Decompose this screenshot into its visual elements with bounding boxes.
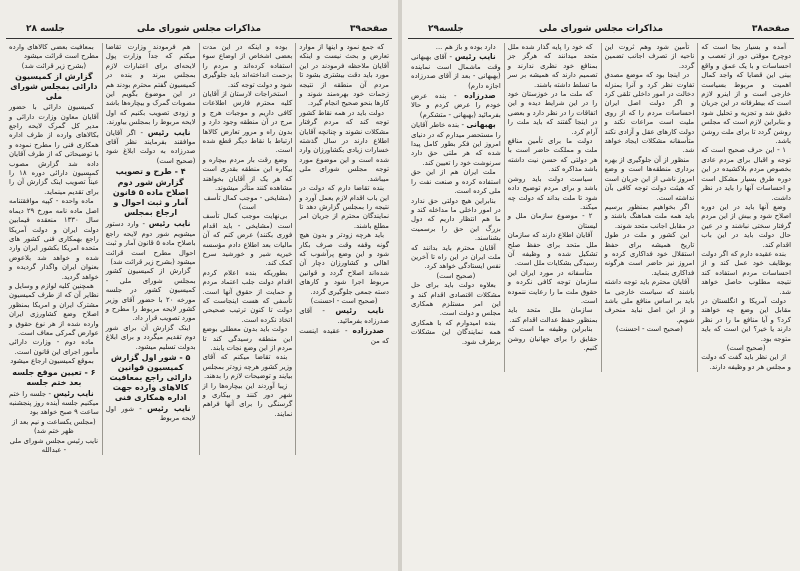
page-number: صفحه۳۹ [349,24,388,34]
left-page [0,0,398,571]
section-heading: گزارش شور دوم اصلاح ماده ۵ قانون آمار و ثبت احوال و ارجاع بمجلس [112,178,189,218]
parenthetical-note: (صحیح است - احسنت) [615,325,683,334]
paragraph: وضع آنها باید در این دوره اصلاح شود و بیش از این مردم گرفتار سختی نباشند و در عین حال دولت باید در این باب اقدام کند. [701,202,791,249]
paragraph: دولت باید در همه نقاط کشور توجه کند که مردم گرفتار مشکلات نشوند و چنانچه آقایان اطلاع دارند در سال گذشته خسارات زیادی بکشاورزان وارد شده است و این موضوع مورد توجه مجلس شورای ملی میباشد. [299,108,389,183]
paragraph: بعلاوه دولت باید برای حل مشکلات اقتصادی اقدام کند و این امر مستلزم همکاری مجلس و دولت است. [411,281,501,318]
speaker-name: نایب رئیس [148,219,191,229]
speech-text: - بنده عرض خودم را عرض کردم و حالا بفرمائید (بهبهانی - متشکرم) [411,92,501,119]
speaker-name: صدرزاده [464,91,496,101]
paragraph: آمده و بسیار بجا است که دوچرخ موقتی دور از تعصب و احساسات و با یک عمق و واقع بینی این قضایا که واجد کمال اهمیت و مربوط بسیاست خارجی است و از اینرو لازم است که بیطرفانه در این جریان دقیق شد و تجزیه و تحلیل شود و بنابراین لازم است که مجلس روشن گردد تا برای ملت روشن باشد. [701,43,791,146]
paragraph: در اینجا بود که موضع مصدق تفاوت نظر کرد و آنرا بمنزله دخالت در امور داخلی تلقی کرد و اگر دولت اصل ایران احساسات مردم را که از روی ملیت است مراعات نکند و دولت کارهای عقل و آزادی نکند متأسفانه مشکلات ایجاد خواهد شد. [604,71,695,155]
paragraph: این کشور و ملت در طول تاریخ همیشه برای حفظ استقلال خود فداکاری کرده و امروز نیز حاضر است هرگونه فداکاری بنماید. [604,231,695,277]
parenthetical-note: (مشایخی - موجب کمال تأسف است) [203,193,292,211]
paragraph: ماده دوم - وزارت دارائی مأمور اجرای این قانون است. [9,338,99,356]
page-header [408,24,794,39]
text-column [295,43,392,455]
speaker-paragraph [411,52,501,91]
speaker-paragraph [106,219,196,267]
right-page [402,0,800,571]
paragraph: همچنین کلیه لوازم و وسایل و نظایر آن که از طرف کمیسیون مشترک ایران و امریکا بمنظور اصلاح وضع کشاورزی ایران وارده شده از هر نوع حقوق و عوارض گمرکی معاف است. [9,281,99,337]
paragraph: بنابراین وظیفه ما است که حقایق را برای جهانیان روشن کنیم. [507,325,598,352]
page-number: صفحه۳۸ [751,24,790,34]
paragraph: آقایان محترم باید توجه داشته باشند که سیاست خارجی ما باید بر اساس منافع ملی باشد و از این اصل نباید منحرف شویم. [604,278,695,324]
speaker-paragraph [411,91,501,120]
paragraph: ۲ - موضوع سازمان ملل و لیستان [507,212,598,230]
paragraph: از این نظر باید گفت که دولت و مجلس هر دو وظیفه دارند. [701,353,791,371]
paragraph: ۱ - این حرف صحیح است که توجه و اقبال برای مردم عادی بخصوص مردم بلاکشیده در این دوره طرق بسیار مشکل است و احساسات آنها را باید در نظر داشت. [701,146,791,202]
paragraph: دولت باید بدون معطلی بوضع این منطقه رسیدگی کند تا مردم از این وضع نجات یابند. [202,325,293,352]
text-column [697,43,794,372]
speaker-paragraph [411,120,501,168]
paragraph: بنده امیدوارم که با همکاری همه نمایندگان این مشکلات برطرف شود. [411,318,501,346]
paragraph: که جمع نمود و اینها از موارد تعارض و بحث نیست و اینکه آقایان ملاحظه فرمودند در این مورد باید دقت بیشتری بشود تا مردم آن منطقه از نتیجه زحمات خود بهره‌مند شوند و کارها بنحو صحیح انجام گیرد. [299,43,389,108]
text-column [408,43,504,372]
paragraph: هم فرمودند وزارت تقاضا میکنم که جداً وزارت پول لایحه‌ای برای اعتبارات لازم بمجلس ببرند و بنده در کمیسیون گفتم محترم بودند هم در این موضوع بگویم این مصوبات گمرک و بیچاره‌ها باشد و زودی تصویب بکنیم که اول لایحه مربوط را بمجلس بیاورند. [105,43,196,127]
paragraph: وضع رقت بار مردم بیچاره و بیکاره این منطقه بقدری است که هر یک از آقایان بخواهند مشاهده کنند متأثر میشوند. [202,155,293,193]
session-number: جلسه۲۹ [428,24,464,34]
text-column [601,43,698,372]
paragraph: بی‌نهایت موجب کمال تأسف است (مشایخی - باید اقدام فوری بکنند) عرض کنم که آن مالیات بعد اطلاع دادم مؤسسه خیریه شیر و خورشید سرخ کمک کند. [202,212,293,268]
paragraph: تأمین شود وهم ثروت این ناحیه از تصرف اجانب تضمین گردد. [604,43,695,70]
paragraph: که خود را پایه گذار شده ملل متحد میدانند که هرگز جز بمنافع خود نظری ندارند و تصمیم دارند که همیشه بر سر ما تسلط داشته باشند. [507,43,598,89]
speech-text: - شور اول لایحه مربوط [105,404,196,423]
parenthetical-note: (مجلس یکساعت و نیم بعد از ظهر ختم شد) [12,417,96,436]
paragraph: منظور از آن جلوگیری از بهره برداری منطقه‌ها است و وضع امروز ناشی از این جریان است که هیئت دولت توجه کافی بآن نداشته است. [604,155,695,202]
parenthetical-note: نایب رئیس مجلس شورای ملی - عبدالله [9,436,99,455]
parenthetical-note: (بشرح زیر قرائت شد) [21,61,87,70]
speaker-name: صدرزاده [352,326,384,336]
parenthetical-note: (صحیح است) [436,271,476,280]
paragraph: اینک گزارش آن برای شور دوم تقدیم میگردد و برای ابلاغ بدولت تسلیم میشود. [105,323,196,351]
speaker-name: نایب رئیس [53,388,94,398]
paragraph: بنده عقیده دارم که اگر دولت بوظایف خود عمل کند و از احساسات مردم استفاده کند نتیجه مطلوب حاصل خواهد شد. [701,249,791,296]
paragraph: متأسفانه در مورد ایران این سازمان توجه کافی نکرده و حقوق ملت ما را رعایت ننموده است. [507,268,598,305]
publication-title: مذاکرات مجلس شورای ملی [136,24,262,34]
speech-text: - عقیده اینست که من [299,327,389,345]
speaker-paragraph [299,326,389,346]
paragraph: سازمان ملل متحد باید بمنظور حفظ عدالت اقدام کند. [507,306,598,324]
speaker-name: نایب رئیس [335,306,384,316]
section-heading: ۵ - شور اول گزارش کمیسیون قوانین دارائی راجع بمعافیت کالاهای وارده جهت اداره همکاری فنی [109,352,192,402]
text-column [102,43,199,455]
paragraph: آقایان اطلاع دارند که سازمان ملل متحد برای حفظ صلح تشکیل شده و وظیفه آن رسیدگی بشکایات ملل است. [507,231,598,268]
speaker-paragraph [299,306,389,326]
paragraph: بنده تقاضا دارم که دولت در این باب اقدام لازم بعمل آورد و نتیجه را بمجلس گزارش دهد تا نمایندگان محترم از جریان امر مطلع باشند. [299,184,389,230]
parenthetical-note: (صحیح است) [726,344,766,352]
paragraph: بوده و اینکه در این مدت بعضی اشخاص از اوضاع سوء استفاده کرده‌اند و مردم را بزحمت انداخته‌اند باید جلوگیری شود و دولت توجه کند. [202,43,293,89]
paragraph: دارد بوده و باز هم ... [435,43,496,51]
publication-title: مذاکرات مجلس شورای ملی [538,24,664,34]
speech-text: - بنده خاطر آقایان را مستحضر میدارم که در دنیای امروز این فکر بطور کامل پیدا شده که هر ملتی حق دارد سرنوشت خود را تعیین کند. [411,121,501,167]
speaker-paragraph [9,389,99,418]
speaker-name: نایب رئیس [147,127,191,137]
text-column [199,43,296,455]
paragraph: دولت ما برای تأمین منافع ملت و مملکت حاضر است با هر دولتی که حسن نیت داشته باشد مذاکره کند. [507,137,598,174]
paragraph: کمیسیون دارائی با حضور آقایان معاون وزارت دارائی و مدیر کل گمرک لایحه راجع بکالاهای وارده از طرف اداره همکاری فنی را مطرح نموده و با توضیحاتی که از طرف آقایان داده شد گزارش مصوب کمیسیون دارائی دوره ۱۸ را عیناً تصویب اینک گزارش آن را برای تقدیم مینماید. [9,103,99,196]
speaker-name: بهبهانی [466,120,496,130]
paragraph: که ملت ما در خوزستان خود را در این شرایط دیده و این اتفاقات را در نظر دارد و بعضی در اینجا گفتند که باید ملت را آرام کرد. [507,90,598,136]
section-heading: ۶ - تعیین موقع جلسه بعد ختم جلسه [12,367,96,387]
speech-text: - آقای صدرزاده بفرمائید. [299,307,389,325]
text-columns [408,43,794,372]
speech-text: - آقای بهبهانی وقت ماشمال است نماینده (بهبهانی - بعد از آقای صدرزاده اجازه دارم) [411,53,501,90]
section-heading: گزارش از کمیسیون دارائی بمجلس شورای ملی [10,72,98,102]
paragraph: دولت آمریکا و انگلستان در مقابل این وضع چه خواهند کرد؟ و آیا منافع ما را در نظر دارند یا خیر؟ این است که باید متوجه بود. [701,296,791,343]
speaker-name: نایب رئیس [454,52,496,62]
paragraph: بموقع کمیسیون ارجاع میشود [10,357,94,366]
paragraph: بنده تقاضا میکنم که آقای وزیر کشور هرچه زودتر بمجلس بیایند و توضیحات لازم را بدهند. [202,353,293,381]
paragraph: سیاست دولت باید روشن باشد و برای مردم توضیح داده شود تا ملت بداند که دولت چه میکند. [507,174,598,211]
speech-text: - وارد دستور میشویم شور دوم لایحه راجع باصلاح ماده ۵ قانون آمار و ثبت احوال مطرح است قرائت میشود (بشرح زیر قرائت شد) [105,220,196,266]
paragraph: بنابراین هیچ دولتی حق ندارد در امور داخلی ما مداخله کند و ما هم انتظار داریم که دول بزرگ این حق را برسمیت بشناسند. [411,196,501,243]
paragraph: اگر بخواهیم بمنظور برسیم باید همه ملت هماهنگ باشند و در مقابل اجانب متحد شوند. [604,202,695,230]
text-column [6,43,102,455]
speech-text: - جلسه را ختم میکنیم جلسه آینده روز پنجشنبه ساعت ۹ صبح خواهد بود [9,389,99,417]
text-column [504,43,601,372]
paragraph: ماده واحده - کپیه موافقتنامه اصل ماده نامه مورخ ۲۹ دیماه سال ۱۳۳۰ منعقده فیمابین دولت ایران و دولت آمریکا راجع بهمکاری فنی کشور های متحده امریکا بکشور ایران وارد شده و خواهد شد بلاعوض بعنوان ایران واگذار گردیده و خواهد گردید. [9,197,99,281]
paragraph: بطوریکه بنده اعلام کردم اقدام دولت جلب اعتماد مردم و حمایت از حقوق آنها است. تأسفی که هست اینجاست که دولت تا کنون ترتیب صحیحی اتخاذ نکرده است. [202,268,293,324]
speaker-name: نایب رئیس [147,403,191,413]
speaker-paragraph [106,404,196,424]
parenthetical-note: (صحیح است - احسنت) [310,296,378,305]
page-header [6,24,392,39]
paragraph: زیبا آوردند این بیچاره‌ها را از شهر دور کنند و بیکاری و گرسنگی را برای آنها فراهم نمایند. [202,381,293,418]
paragraph: استخراجات لارستان از آقایان کلیه محترم فارس اطلاعات کافی داریم و موجبات هرج و مرج در آن منطقه وجود دارد و بدون راه و مرور تعارض کالاها ارتباط با نقاط دیگر قطع شده است. [202,90,293,155]
paragraph: آقایان محترم باید بدانند که ملت ایران در این راه تا آخرین نفس ایستادگی خواهد کرد. [411,243,501,271]
session-number: جلسه ۲۸ [26,24,65,34]
paragraph: ملت ایران هم از این حق استفاده کرده و صنعت نفت را ملی کرده است. [411,168,501,196]
speaker-paragraph [106,128,196,167]
paragraph: بمعافیت بعضی کالاهای وارده مطرح است قرائت میشود [9,43,99,61]
paragraph: باید هرچه زودتر و بدون هیچ گونه وقفه وقت صرف بکار شود و این وضع پرآشوب که اهالی و کشاورزان دچار آن شده‌اند اصلاح گردد و قوانین مربوط اجرا شود و کارهای دسته جمعی جلوگیری گردد. [299,231,389,296]
text-columns [6,43,392,455]
paragraph: گزارش از کمیسیون کشور بمجلس شورای ملی - کمیسیون کشور در جلسه مورخه ۲۰ با حضور آقای وزیر کشور لایحه مربوط را مطرح و مورد تصویب قرار داد. [105,267,196,323]
speech-text: - اگر آقایان موافقند بفرمایند نظر آقای صدرزاده به دولت ابلاغ شود (صحیح است) [105,128,196,165]
section-heading: ۴ - طرح و تصویب [115,167,186,177]
